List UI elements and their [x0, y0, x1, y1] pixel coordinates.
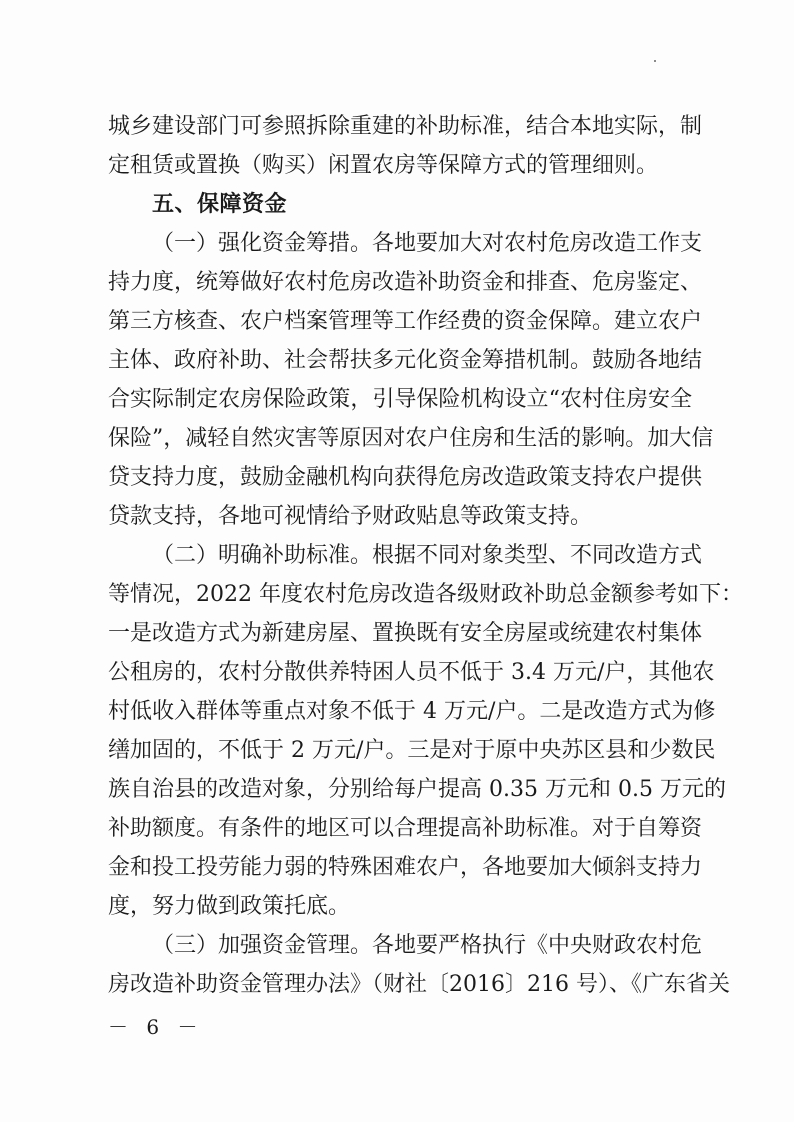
body-line: 城乡建设部门可参照拆除重建的补助标准，结合本地实际，制: [108, 114, 703, 139]
body-line: 公租房的，农村分散供养特困人员不低于 3.4 万元/户，其他农: [108, 660, 715, 685]
body-line: 主体、政府补助、社会帮扶多元化资金筹措机制。鼓励各地结: [108, 348, 703, 373]
body-line: 村低收入群体等重点对象不低于 4 万元/户。二是改造方式为修: [108, 699, 716, 724]
section-heading: 五、保障资金: [152, 192, 288, 217]
paragraph-first-line: （二）明确补助标准。根据不同对象类型、不同改造方式: [152, 543, 703, 568]
body-line: 第三方核查、农户档案管理等工作经费的资金保障。建立农户: [108, 309, 703, 334]
paragraph-first-line: （三）加强资金管理。各地要严格执行《中央财政农村危: [152, 933, 703, 958]
body-line: 定租赁或置换（购买）闲置农房等保障方式的管理细则。: [108, 153, 659, 178]
body-line: 持力度，统筹做好农村危房改造补助资金和排查、危房鉴定、: [108, 270, 703, 295]
body-line: 度，努力做到政策托底。: [108, 894, 351, 919]
body-line: 金和投工投劳能力弱的特殊困难农户，各地要加大倾斜支持力: [108, 855, 703, 880]
paragraph-first-line: （一）强化资金筹措。各地要加大对农村危房改造工作支: [152, 231, 703, 256]
body-line: 合实际制定农房保险政策，引导保险机构设立“农村住房安全: [108, 387, 692, 412]
body-line: 贷支持力度，鼓励金融机构向获得危房改造政策支持农户提供: [108, 465, 703, 490]
body-line: 保险”，减轻自然灾害等原因对农户住房和生活的影响。加大信: [108, 426, 714, 451]
body-line: 补助额度。有条件的地区可以合理提高补助标准。对于自筹资: [108, 816, 703, 841]
body-line: 一是改造方式为新建房屋、置换既有安全房屋或统建农村集体: [108, 621, 703, 646]
page-number: － 6 －: [108, 1015, 204, 1039]
scan-speck: [654, 60, 656, 62]
body-line: 族自治县的改造对象，分别给每户提高 0.35 万元和 0.5 万元的: [108, 777, 726, 802]
body-line: 缮加固的，不低于 2 万元/户。三是对于原中央苏区县和少数民: [108, 738, 716, 763]
body-line: 房改造补助资金管理办法》（财社〔2016〕216 号）、《广东省关: [108, 972, 730, 997]
body-line: 贷款支持，各地可视情给予财政贴息等政策支持。: [108, 504, 593, 529]
body-line: 等情况，2022 年度农村危房改造各级财政补助总金额参考如下：: [108, 582, 743, 607]
